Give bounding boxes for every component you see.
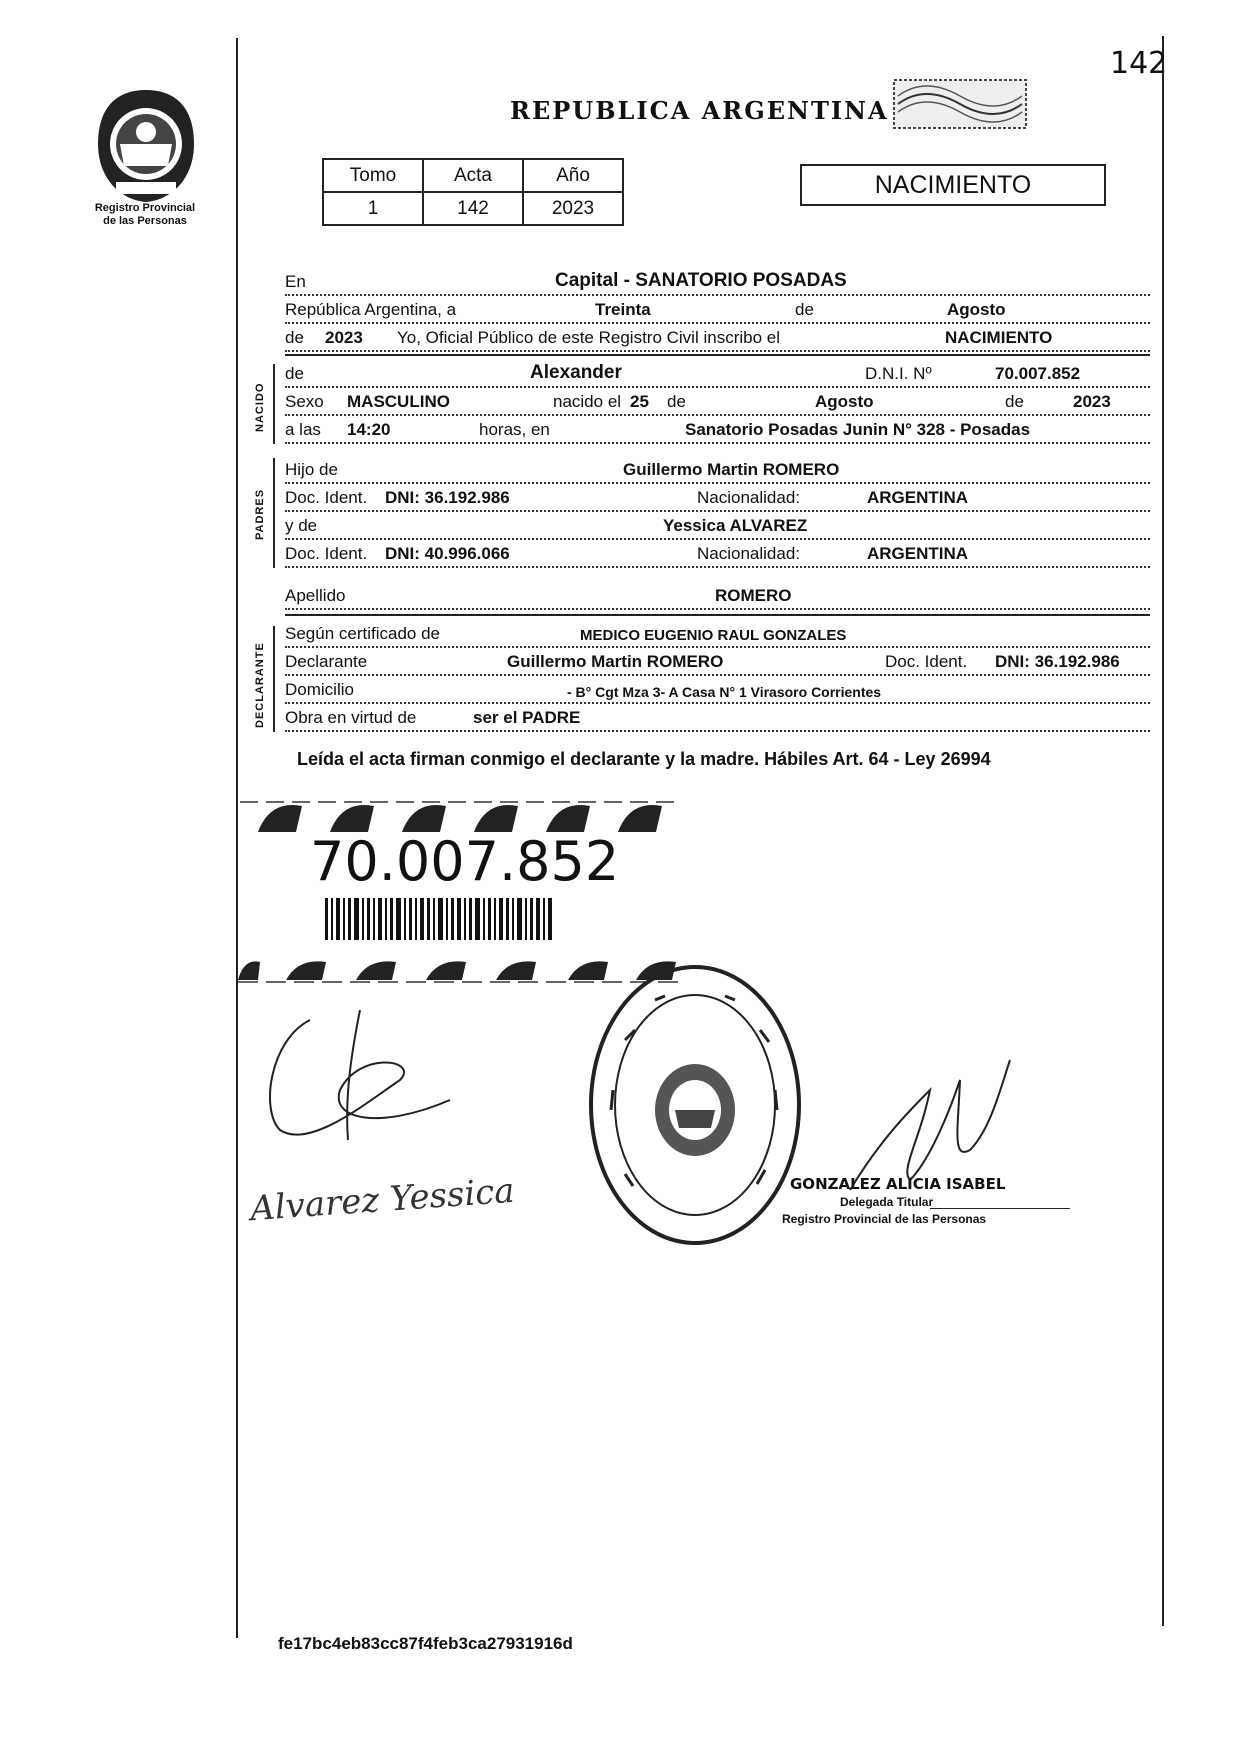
page-number: 142	[1110, 46, 1168, 81]
document-title: REPUBLICA ARGENTINA	[510, 96, 889, 125]
signature-line	[930, 1208, 1070, 1209]
official-office: Registro Provincial de las Personas	[782, 1212, 987, 1226]
row-declarant: Declarante Guillermo Martin ROMERO Doc. Ident. DNI: 36.192.986	[285, 650, 1150, 676]
registry-label: Registro Provincial de las Personas	[94, 202, 196, 227]
tomo-value: 1	[323, 192, 423, 225]
official-role: Delegada Titular	[840, 1195, 934, 1209]
mother-signature: Alvarez Yessica	[248, 1170, 516, 1230]
row-date: República Argentina, a Treinta de Agosto	[285, 298, 1150, 324]
acta-header: Acta	[423, 159, 523, 192]
acta-value: 142	[423, 192, 523, 225]
official-name: GONZALEZ ALICIA ISABEL	[790, 1175, 1006, 1193]
row-mother-doc: Doc. Ident. DNI: 40.996.066 Nacionalidad: ARGENTINA	[285, 542, 1150, 568]
separator-2	[285, 614, 1150, 616]
declarant-signature	[250, 1000, 460, 1150]
padres-side-label: PADRES	[254, 488, 266, 540]
registration-table	[322, 158, 624, 226]
place-value: Capital - SANATORIO POSADAS	[555, 270, 847, 291]
provincial-crest-logo	[86, 86, 206, 206]
declarante-side-label: DECLARANTE	[254, 642, 266, 728]
separator-1	[285, 354, 1150, 356]
official-oval-seal	[585, 960, 805, 1250]
security-stamp	[890, 76, 1030, 132]
row-surname: Apellido ROMERO	[285, 584, 1150, 610]
dni-large-number: 70.007.852	[310, 830, 620, 893]
row-sex-birth: Sexo MASCULINO nacido el 25 de Agosto de 2023	[285, 390, 1150, 416]
row-mother: y de Yessica ALVAREZ	[285, 514, 1150, 540]
declarante-bar	[273, 626, 275, 732]
anio-header: Año	[523, 159, 623, 192]
document-hash: fe17bc4eb83cc87f4feb3ca27931916d	[278, 1634, 573, 1653]
row-father: Hijo de Guillermo Martin ROMERO	[285, 458, 1150, 484]
anio-value: 2023	[523, 192, 623, 225]
row-inscription: de 2023 Yo, Oficial Público de este Registro Civil inscribo el NACIMIENTO	[285, 326, 1150, 352]
padres-bar	[273, 458, 275, 568]
row-address: Domicilio - B° Cgt Mza 3- A Casa N° 1 Virasoro Corrientes	[285, 678, 1150, 704]
row-time-place: a las 14:20 horas, en Sanatorio Posadas Junin N° 328 - Posadas	[285, 418, 1150, 444]
row-father-doc: Doc. Ident. DNI: 36.192.986 Nacionalidad: ARGENTINA	[285, 486, 1150, 512]
nacido-side-label: NACIDO	[254, 382, 266, 432]
closing-statement: Leída el acta firman conmigo el declarante y la madre. Hábiles Art. 64 - Ley 26994	[297, 749, 991, 769]
row-certificate: Según certificado de MEDICO EUGENIO RAUL GONZALES	[285, 622, 1150, 648]
row-capacity: Obra en virtud de ser el PADRE	[285, 706, 1150, 732]
row-place: En Capital - SANATORIO POSADAS	[285, 270, 1150, 296]
security-stripe-top	[240, 796, 680, 834]
act-type-box: NACIMIENTO	[800, 164, 1106, 206]
tomo-header: Tomo	[323, 159, 423, 192]
row-name: de Alexander D.N.I. Nº 70.007.852	[285, 362, 1150, 388]
right-margin-line	[1162, 36, 1164, 1626]
barcode	[325, 898, 553, 940]
nacido-bar	[273, 364, 275, 444]
left-margin-line	[236, 38, 238, 1638]
